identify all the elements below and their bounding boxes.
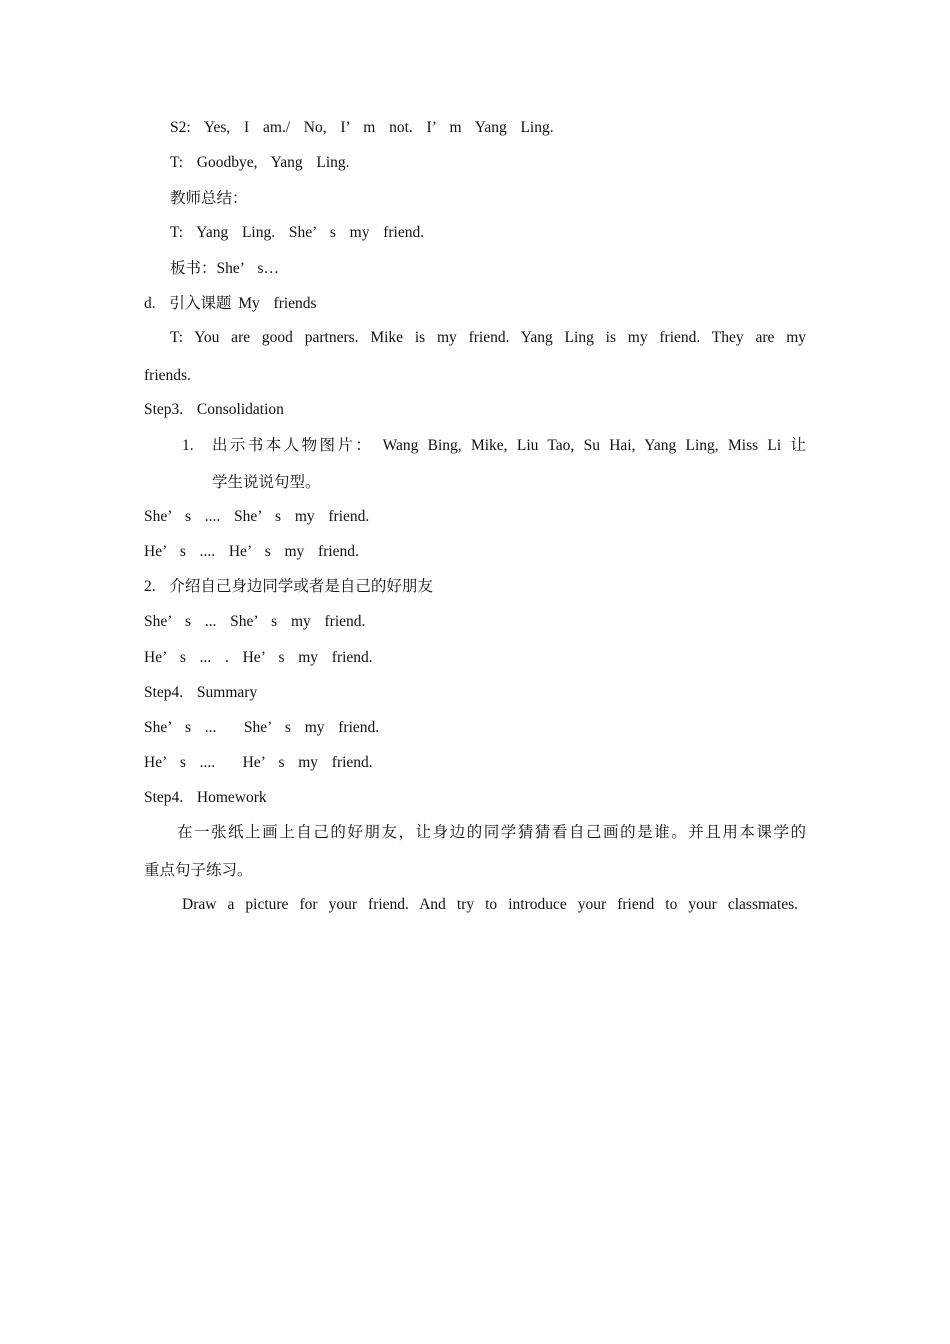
summary-he: He’ s .... He’ s my friend. [144,754,373,771]
dialogue-line-teacher-friend: T: Yang Ling. She’ s my friend. [170,224,425,241]
consolidation-item-2: 2. 介绍自己身边同学或者是自己的好朋友 [144,578,433,595]
teacher-summary-label: 教师总结： [170,190,248,207]
teacher-partners-line: T: You are good partners. Mike is my friend. Yang Ling is my friend. They are my [170,329,806,346]
pattern-he: He’ s .... He’ s my friend. [144,543,359,560]
list-number-1: 1. [182,437,194,454]
pattern-he-2: He’ s ... . He’ s my friend. [144,649,373,666]
dialogue-line-s2: S2: Yes, I am./ No, I’ m not. I’ m Yang Ling. [170,119,554,136]
section-d-heading: d. 引入课题 My friends [144,295,317,312]
homework-chinese: 在一张纸上画上自己的好朋友，让身边的同学猜猜看自己画的是谁。并且用本课学的 [177,824,806,841]
teacher-partners-line-cont: friends. [144,367,191,384]
homework-chinese-cont: 重点句子练习。 [144,862,253,879]
pattern-she: She’ s .... She’ s my friend. [144,508,370,525]
pattern-she-2: She’ s ... She’ s my friend. [144,613,366,630]
consolidation-item-1: 出示书本人物图片： Wang Bing, Mike, Liu Tao, Su Hai, Yang Ling, Miss Li 让 [212,437,806,454]
step3-heading: Step3. Consolidation [144,401,284,418]
step4-summary-heading: Step4. Summary [144,684,258,701]
dialogue-line-teacher-goodbye: T: Goodbye, Yang Ling. [170,154,350,171]
consolidation-item-1-cont: 学生说说句型。 [212,474,321,491]
blackboard-note: 板书：She’ s… [170,260,280,277]
step4-homework-heading: Step4. Homework [144,789,267,806]
summary-she: She’ s ... She’ s my friend. [144,719,380,736]
homework-english: Draw a picture for your friend. And try to introduce your friend to your classmates. [182,896,798,913]
